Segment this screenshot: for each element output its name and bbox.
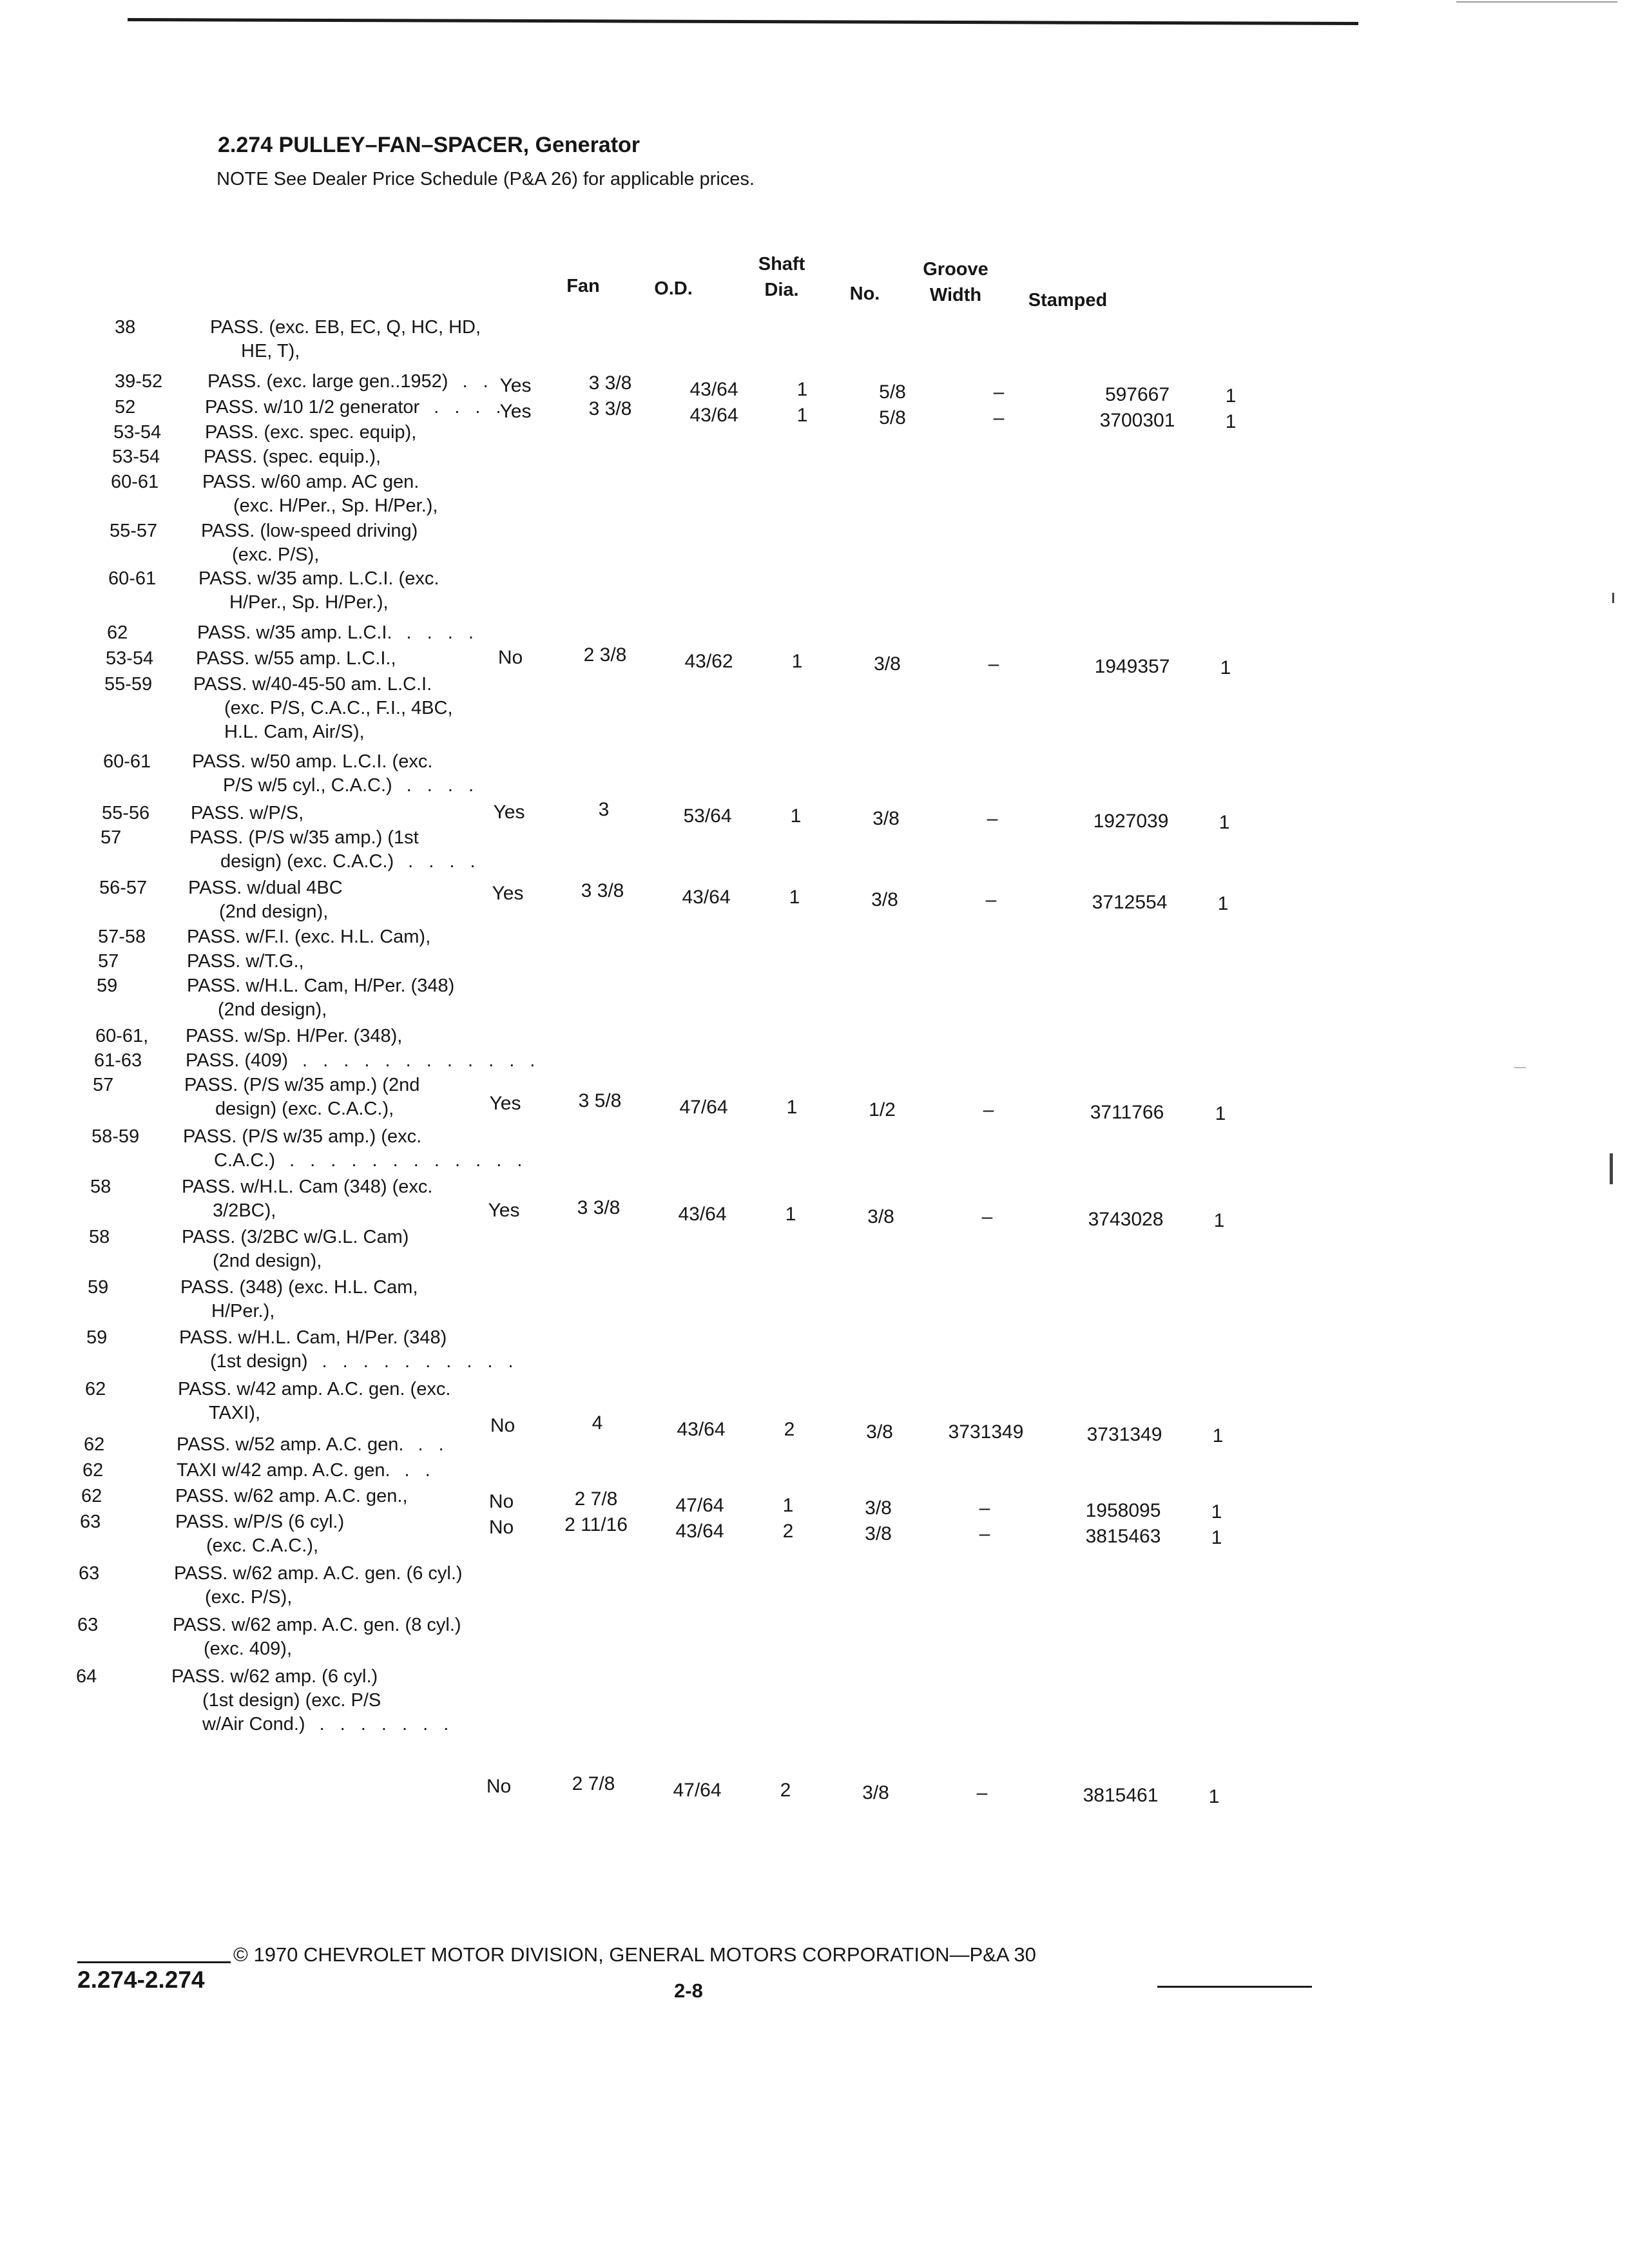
leader-dots: . . . . . . . bbox=[319, 1714, 454, 1735]
description-line: PASS. w/P/S, bbox=[191, 803, 304, 823]
header-no: No. bbox=[849, 284, 880, 304]
description-line: PASS. (P/S w/35 amp.) (2nd bbox=[184, 1075, 420, 1095]
application-description bbox=[177, 1433, 449, 1457]
section-note: NOTE See Dealer Price Schedule (P&A 26) for applicable prices. bbox=[217, 169, 755, 189]
cell-shaft-dia: 43/64 bbox=[675, 1521, 724, 1542]
application-year: 55-57 bbox=[110, 521, 158, 541]
leader-dots: . . bbox=[404, 1460, 436, 1481]
description-continuation: HE, T), bbox=[241, 341, 300, 361]
description-continuation: (2nd design), bbox=[218, 999, 327, 1020]
description-continuation: design) (exc. C.A.C.) . . . . bbox=[220, 851, 481, 872]
application-year: 53-54 bbox=[112, 447, 160, 467]
description-line: PASS. w/H.L. Cam, H/Per. (348) bbox=[179, 1327, 447, 1348]
cell-stamped: – bbox=[993, 407, 1005, 428]
cell-quantity: 1 bbox=[1211, 1501, 1222, 1523]
application-year: 57-58 bbox=[98, 927, 146, 947]
description-line: PASS. w/62 amp. (6 cyl.) bbox=[171, 1666, 378, 1687]
cell-groove-count: 1 bbox=[791, 651, 803, 672]
application-year: 60-61 bbox=[103, 751, 151, 772]
description-line: PASS. w/F.I. (exc. H.L. Cam), bbox=[187, 927, 431, 947]
cell-part-number: 3731349 bbox=[1086, 1424, 1162, 1445]
cell-groove-count: 1 bbox=[785, 1204, 796, 1225]
application-description bbox=[187, 950, 304, 974]
description-continuation: (2nd design), bbox=[213, 1251, 322, 1271]
cell-part-number: 1927039 bbox=[1093, 811, 1169, 832]
description-continuation: (1st design) (exc. P/S bbox=[202, 1690, 381, 1711]
cell-groove-width: 3/8 bbox=[867, 1206, 894, 1227]
application-year: 64 bbox=[76, 1666, 97, 1687]
application-description bbox=[171, 1665, 454, 1736]
cell-groove-count: 1 bbox=[790, 805, 802, 827]
cell-groove-count: 1 bbox=[796, 405, 808, 426]
description-line: PASS. w/T.G., bbox=[187, 951, 304, 972]
cell-od: 3 3/8 bbox=[588, 372, 632, 394]
scan-speck bbox=[1610, 1153, 1613, 1184]
description-line: PASS. w/62 amp. A.C. gen. (6 cyl.) bbox=[174, 1563, 463, 1584]
cell-fan: No bbox=[486, 1776, 512, 1797]
application-description bbox=[180, 1276, 418, 1323]
application-year: 59 bbox=[86, 1327, 108, 1348]
cell-part-number: 3712554 bbox=[1092, 892, 1168, 913]
leader-dots: . . . . bbox=[406, 622, 479, 643]
application-year: 62 bbox=[84, 1434, 105, 1455]
footer-rule-right bbox=[1157, 1986, 1312, 1988]
application-description bbox=[187, 925, 430, 949]
application-description bbox=[182, 1225, 409, 1273]
description-line: PASS. w/35 amp. L.C.I. . . . . bbox=[197, 622, 479, 643]
cell-groove-count: 1 bbox=[782, 1495, 794, 1516]
application-year: 59 bbox=[88, 1277, 109, 1298]
application-description bbox=[175, 1485, 408, 1508]
leader-dots: . . . . . . . . . . bbox=[322, 1351, 519, 1372]
description-line: PASS. w/62 amp. A.C. gen. (8 cyl.) bbox=[173, 1615, 461, 1635]
application-description bbox=[202, 470, 438, 518]
description-line: PASS. (3/2BC w/G.L. Cam) bbox=[182, 1227, 409, 1247]
cell-od: 2 11/16 bbox=[564, 1514, 628, 1535]
header-groove-line1: Groove bbox=[923, 259, 988, 280]
application-description bbox=[188, 876, 343, 924]
cell-groove-width: 1/2 bbox=[869, 1099, 896, 1120]
cell-quantity: 1 bbox=[1220, 657, 1231, 678]
application-description bbox=[183, 1125, 527, 1173]
scan-speck bbox=[1612, 593, 1614, 603]
footer-section-range: 2.274-2.274 bbox=[77, 1966, 205, 1993]
cell-part-number: 3815461 bbox=[1083, 1785, 1159, 1806]
application-year: 56-57 bbox=[99, 878, 148, 898]
description-line: PASS. (exc. spec. equip), bbox=[205, 422, 417, 443]
application-year: 58-59 bbox=[92, 1126, 140, 1147]
description-line: PASS. w/10 1/2 generator . . . . bbox=[205, 397, 506, 418]
description-line: PASS. w/P/S (6 cyl.) bbox=[175, 1512, 345, 1532]
description-continuation: design) (exc. C.A.C.), bbox=[215, 1099, 394, 1119]
description-line: PASS. w/dual 4BC bbox=[188, 878, 343, 898]
cell-part-number: 3700301 bbox=[1099, 410, 1175, 431]
footer-rule-left bbox=[77, 1961, 231, 1963]
cell-groove-count: 2 bbox=[780, 1780, 791, 1801]
cell-fan: No bbox=[490, 1415, 516, 1436]
footer-copyright: © 1970 CHEVROLET MOTOR DIVISION, GENERAL MOTORS CORPORATION—P&A 30 bbox=[233, 1943, 1036, 1966]
description-continuation: C.A.C.) . . . . . . . . . . . . bbox=[214, 1150, 528, 1171]
description-line: PASS. w/H.L. Cam, H/Per. (348) bbox=[187, 975, 455, 996]
cell-groove-count: 1 bbox=[789, 887, 800, 908]
description-continuation: H/Per.), bbox=[211, 1301, 275, 1321]
application-year: 52 bbox=[115, 397, 136, 418]
cell-groove-count: 1 bbox=[796, 379, 808, 400]
application-description bbox=[197, 621, 479, 645]
description-continuation: (exc. P/S), bbox=[232, 544, 320, 565]
description-line: PASS. w/55 amp. L.C.I., bbox=[196, 648, 396, 669]
cell-part-number: 597667 bbox=[1104, 384, 1170, 405]
cell-shaft-dia: 47/64 bbox=[679, 1097, 728, 1118]
cell-groove-width: 3/8 bbox=[865, 1497, 892, 1519]
leader-dots: . . . . bbox=[434, 397, 506, 418]
description-line: PASS. w/62 amp. A.C. gen., bbox=[175, 1486, 408, 1506]
application-year: 63 bbox=[79, 1563, 100, 1584]
application-year: 63 bbox=[77, 1615, 99, 1635]
cell-shaft-dia: 47/64 bbox=[673, 1780, 722, 1801]
cell-fan: Yes bbox=[499, 375, 532, 396]
cell-groove-count: 1 bbox=[786, 1097, 798, 1118]
application-description bbox=[191, 802, 304, 825]
application-year: 53-54 bbox=[113, 422, 162, 443]
description-continuation: (exc. 409), bbox=[204, 1639, 292, 1659]
application-description bbox=[177, 1459, 436, 1483]
header-shaft-line1: Shaft bbox=[758, 254, 805, 274]
cell-part-number: 3743028 bbox=[1088, 1209, 1164, 1230]
description-line: PASS. (P/S w/35 amp.) (1st bbox=[189, 827, 419, 848]
cell-fan: Yes bbox=[489, 1093, 521, 1114]
cell-fan: No bbox=[497, 647, 523, 668]
description-line: PASS. (348) (exc. H.L. Cam, bbox=[180, 1277, 418, 1298]
cell-od: 3 bbox=[598, 799, 610, 820]
application-description bbox=[207, 370, 494, 394]
description-line: PASS. (409) . . . . . . . . . . . . bbox=[186, 1050, 541, 1071]
description-line: PASS. w/40-45-50 am. L.C.I. bbox=[193, 674, 432, 695]
description-line: PASS. (low-speed driving) bbox=[201, 521, 418, 541]
application-year: 60-61, bbox=[95, 1026, 149, 1046]
description-continuation: 3/2BC), bbox=[213, 1200, 276, 1221]
description-line: PASS. w/42 amp. A.C. gen. (exc. bbox=[178, 1379, 451, 1399]
description-line: PASS. w/35 amp. L.C.I. (exc. bbox=[198, 568, 439, 589]
cell-shaft-dia: 43/64 bbox=[689, 405, 738, 426]
cell-stamped: – bbox=[987, 808, 998, 829]
cell-shaft-dia: 43/64 bbox=[678, 1204, 727, 1225]
cell-od: 4 bbox=[592, 1412, 603, 1434]
leader-dots: . . . . bbox=[406, 775, 479, 796]
description-line: PASS. (spec. equip.), bbox=[204, 447, 381, 467]
description-continuation: (2nd design), bbox=[219, 901, 329, 922]
application-year: 58 bbox=[89, 1227, 110, 1247]
cell-groove-width: 3/8 bbox=[871, 889, 898, 910]
top-right-rule bbox=[1456, 1, 1617, 3]
description-line: PASS. (exc. large gen..1952) . . bbox=[207, 371, 494, 392]
cell-quantity: 1 bbox=[1217, 893, 1229, 914]
cell-shaft-dia: 43/64 bbox=[689, 379, 738, 400]
cell-groove-width: 3/8 bbox=[866, 1421, 893, 1443]
cell-groove-width: 3/8 bbox=[865, 1523, 892, 1544]
cell-shaft-dia: 43/64 bbox=[677, 1419, 726, 1440]
header-groove-width bbox=[898, 256, 1014, 308]
description-line: PASS. w/60 amp. AC gen. bbox=[202, 472, 419, 492]
description-continuation: (exc. P/S, C.A.C., F.I., 4BC, bbox=[224, 698, 453, 718]
application-description bbox=[210, 316, 481, 363]
top-rule bbox=[128, 18, 1358, 25]
cell-stamped: – bbox=[983, 1099, 994, 1120]
cell-od: 2 7/8 bbox=[572, 1773, 615, 1794]
application-year: 39-52 bbox=[115, 371, 163, 392]
cell-part-number: 1958095 bbox=[1085, 1500, 1161, 1521]
application-description bbox=[193, 673, 453, 744]
cell-groove-width: 5/8 bbox=[879, 407, 906, 428]
application-description bbox=[178, 1378, 450, 1425]
cell-stamped: 3731349 bbox=[948, 1421, 1024, 1443]
cell-shaft-dia: 53/64 bbox=[683, 805, 732, 827]
description-continuation: P/S w/5 cyl., C.A.C.) . . . . bbox=[223, 775, 479, 796]
cell-shaft-dia: 43/64 bbox=[682, 887, 731, 908]
cell-stamped: – bbox=[979, 1523, 990, 1544]
header-fan: Fan bbox=[566, 276, 600, 296]
application-year: 55-56 bbox=[102, 803, 150, 823]
application-description bbox=[198, 567, 439, 615]
application-year: 59 bbox=[97, 975, 118, 996]
application-description bbox=[173, 1613, 461, 1661]
application-description bbox=[182, 1175, 432, 1223]
application-year: 61-63 bbox=[94, 1050, 142, 1071]
application-description bbox=[184, 1073, 419, 1121]
cell-groove-width: 5/8 bbox=[879, 381, 906, 403]
description-continuation: (exc. H/Per., Sp. H/Per.), bbox=[233, 495, 438, 516]
application-description bbox=[174, 1562, 463, 1610]
application-description bbox=[189, 826, 481, 874]
cell-groove-width: 3/8 bbox=[874, 653, 901, 675]
cell-stamped: – bbox=[985, 889, 997, 910]
cell-quantity: 1 bbox=[1211, 1527, 1222, 1548]
section-title: 2.274 PULLEY–FAN–SPACER, Generator bbox=[218, 133, 641, 157]
cell-quantity: 1 bbox=[1219, 812, 1230, 833]
cell-stamped: – bbox=[976, 1782, 988, 1803]
cell-od: 3 3/8 bbox=[577, 1197, 621, 1218]
cell-groove-count: 2 bbox=[782, 1521, 794, 1542]
leader-dots: . . . . . . . . . . . . bbox=[302, 1050, 541, 1071]
cell-groove-count: 2 bbox=[784, 1419, 795, 1440]
cell-fan: Yes bbox=[499, 401, 532, 422]
cell-quantity: 1 bbox=[1213, 1210, 1225, 1231]
application-year: 38 bbox=[115, 317, 136, 338]
header-groove-line2: Width bbox=[929, 285, 982, 305]
description-line: PASS. w/50 amp. L.C.I. (exc. bbox=[192, 751, 433, 772]
cell-quantity: 1 bbox=[1225, 411, 1237, 432]
cell-stamped: – bbox=[993, 381, 1005, 403]
header-shaft-line2: Dia. bbox=[764, 280, 799, 300]
application-year: 62 bbox=[81, 1486, 102, 1506]
cell-od: 3 3/8 bbox=[581, 880, 624, 901]
description-continuation: H/Per., Sp. H/Per.), bbox=[229, 592, 389, 613]
cell-shaft-dia: 47/64 bbox=[675, 1495, 724, 1516]
application-description bbox=[196, 647, 396, 671]
description-continuation: H.L. Cam, Air/S), bbox=[224, 722, 365, 742]
cell-fan: Yes bbox=[488, 1200, 520, 1221]
leader-dots: . . bbox=[462, 371, 494, 392]
application-description bbox=[175, 1510, 344, 1558]
application-year: 62 bbox=[85, 1379, 106, 1399]
application-description bbox=[201, 519, 418, 567]
application-year: 55-59 bbox=[104, 674, 153, 695]
scan-speck bbox=[1514, 1067, 1526, 1068]
cell-stamped: – bbox=[981, 1206, 993, 1227]
description-line: TAXI w/42 amp. A.C. gen. . . bbox=[177, 1460, 436, 1481]
description-line: PASS. (P/S w/35 amp.) (exc. bbox=[183, 1126, 422, 1147]
application-description bbox=[179, 1326, 519, 1374]
application-description bbox=[205, 421, 416, 445]
cell-quantity: 1 bbox=[1212, 1425, 1224, 1446]
application-year: 62 bbox=[107, 622, 128, 643]
cell-groove-width: 3/8 bbox=[872, 808, 900, 829]
cell-groove-width: 3/8 bbox=[862, 1782, 889, 1803]
application-year: 62 bbox=[82, 1460, 104, 1481]
description-continuation: w/Air Cond.) . . . . . . . bbox=[202, 1714, 454, 1735]
leader-dots: . . . . bbox=[408, 851, 481, 872]
cell-od: 2 3/8 bbox=[583, 644, 627, 666]
cell-od: 3 3/8 bbox=[588, 398, 632, 419]
header-stamped: Stamped bbox=[1028, 290, 1108, 311]
cell-fan: No bbox=[488, 1517, 514, 1538]
cell-od: 3 5/8 bbox=[578, 1090, 622, 1111]
cell-part-number: 3711766 bbox=[1090, 1102, 1164, 1123]
application-year: 57 bbox=[101, 827, 122, 848]
cell-fan: No bbox=[488, 1491, 514, 1512]
application-description bbox=[186, 1049, 540, 1073]
leader-dots: . . . . . . . . . . . . bbox=[289, 1150, 528, 1171]
cell-quantity: 1 bbox=[1215, 1103, 1226, 1124]
cell-fan: Yes bbox=[493, 802, 525, 823]
application-year: 60-61 bbox=[108, 568, 157, 589]
cell-shaft-dia: 43/62 bbox=[684, 651, 733, 672]
description-line: PASS. (exc. EB, EC, Q, HC, HD, bbox=[210, 317, 481, 338]
application-year: 63 bbox=[80, 1512, 101, 1532]
description-continuation: (exc. P/S), bbox=[205, 1587, 293, 1608]
cell-stamped: – bbox=[979, 1497, 990, 1519]
cell-part-number: 3815463 bbox=[1085, 1526, 1161, 1547]
leader-dots: . . bbox=[418, 1434, 449, 1455]
application-year: 53-54 bbox=[106, 648, 154, 669]
page-number: 2-8 bbox=[674, 1979, 703, 2002]
application-year: 58 bbox=[90, 1177, 111, 1197]
description-line: PASS. w/52 amp. A.C. gen. . . bbox=[177, 1434, 449, 1455]
cell-part-number: 1949357 bbox=[1094, 656, 1170, 677]
cell-quantity: 1 bbox=[1208, 1786, 1220, 1807]
application-description bbox=[187, 974, 454, 1022]
cell-od: 2 7/8 bbox=[574, 1488, 618, 1510]
application-year: 60-61 bbox=[111, 472, 159, 492]
description-continuation: (exc. C.A.C.), bbox=[206, 1535, 319, 1556]
application-description bbox=[192, 750, 479, 798]
description-continuation: TAXI), bbox=[209, 1403, 261, 1423]
cell-fan: Yes bbox=[492, 883, 524, 904]
cell-quantity: 1 bbox=[1225, 385, 1237, 407]
application-description bbox=[186, 1024, 402, 1048]
cell-stamped: – bbox=[988, 653, 999, 675]
description-line: PASS. w/Sp. H/Per. (348), bbox=[186, 1026, 403, 1046]
application-year: 57 bbox=[93, 1075, 114, 1095]
description-line: PASS. w/H.L. Cam (348) (exc. bbox=[182, 1177, 433, 1197]
header-od: O.D. bbox=[654, 278, 693, 299]
description-continuation: (1st design) . . . . . . . . . . bbox=[210, 1351, 519, 1372]
application-description bbox=[204, 445, 381, 469]
application-year: 57 bbox=[98, 951, 119, 972]
